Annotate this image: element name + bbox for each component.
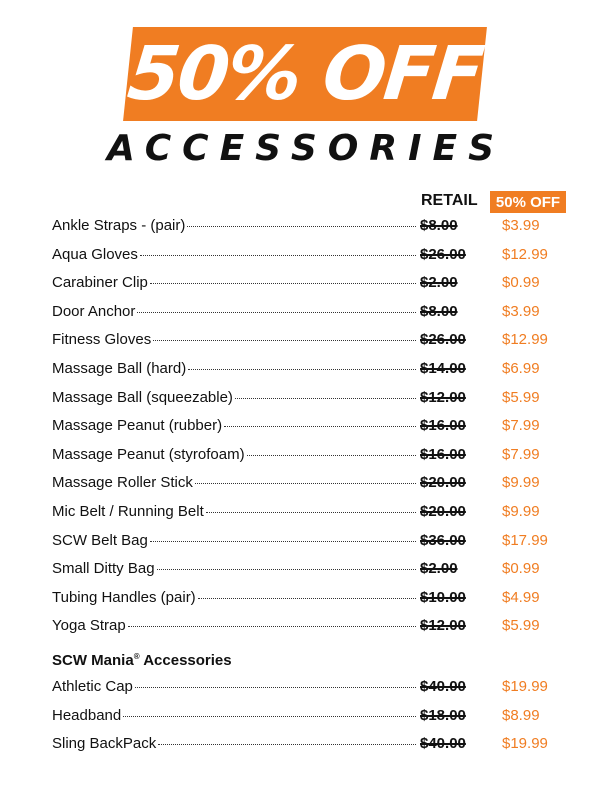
price-row [52, 274, 572, 303]
dot-leader [188, 369, 416, 370]
dot-leader [135, 687, 416, 688]
sale-price: $19.99 [502, 735, 548, 753]
sale-price: $0.99 [502, 560, 540, 578]
price-row [52, 217, 572, 246]
item-name: Sling BackPack [52, 735, 157, 753]
item-name: Headband [52, 706, 122, 724]
dot-leader [247, 455, 416, 456]
price-row [52, 474, 572, 503]
dot-leader [123, 716, 416, 717]
retail-column-header: RETAIL [421, 192, 478, 209]
price-row [52, 503, 572, 532]
sale-price: $7.99 [502, 417, 540, 435]
retail-price: $40.00 [420, 678, 466, 695]
item-name: Ankle Straps - (pair) [52, 217, 186, 234]
sale-price: $4.99 [502, 588, 540, 606]
dot-leader [235, 398, 416, 399]
retail-price: $2.00 [420, 560, 458, 578]
retail-price: $16.00 [420, 445, 466, 463]
dot-leader [150, 541, 416, 542]
dot-leader [206, 512, 416, 513]
sale-price: $5.99 [502, 388, 540, 406]
item-name: Massage Ball (hard) [52, 359, 187, 377]
price-row [52, 246, 572, 275]
item-name: Massage Ball (squeezable) [52, 388, 233, 406]
retail-price: $12.00 [420, 617, 466, 635]
sale-price: $8.99 [502, 706, 540, 724]
sale-price: $3.99 [502, 302, 540, 320]
dot-leader [128, 626, 416, 627]
item-name: Fitness Gloves [52, 331, 152, 349]
item-name: Carabiner Clip [52, 274, 148, 292]
sale-price: $0.99 [502, 274, 540, 292]
sale-price: $12.99 [502, 245, 548, 263]
price-row [52, 560, 572, 589]
banner-headline: 50% OFF [124, 31, 486, 117]
item-name: Massage Roller Stick [52, 474, 193, 492]
retail-price: $14.00 [420, 359, 466, 377]
dot-leader [140, 255, 416, 256]
retail-price: $26.00 [420, 331, 466, 349]
accessories-price-list [52, 217, 572, 646]
retail-price: $40.00 [420, 735, 466, 753]
retail-price: $18.00 [420, 706, 466, 724]
dot-leader [150, 283, 416, 284]
price-row [52, 389, 572, 418]
price-row [52, 617, 572, 646]
item-name: Athletic Cap [52, 678, 133, 695]
retail-price: $8.00 [420, 217, 458, 234]
price-row [52, 532, 572, 561]
mania-section-title: SCW Mania® Accessories [52, 652, 232, 669]
price-row [52, 417, 572, 446]
retail-price: $36.00 [420, 531, 466, 549]
sale-price: $3.99 [502, 217, 540, 234]
sale-price: $7.99 [502, 445, 540, 463]
dot-leader [157, 569, 416, 570]
sale-price: $12.99 [502, 331, 548, 349]
sale-column-header: 50% OFF [490, 191, 566, 213]
dot-leader [158, 744, 416, 745]
price-row [52, 707, 572, 736]
retail-price: $26.00 [420, 245, 466, 263]
retail-price: $12.00 [420, 388, 466, 406]
dot-leader [187, 226, 416, 227]
dot-leader [198, 598, 416, 599]
retail-price: $20.00 [420, 502, 466, 520]
retail-price: $16.00 [420, 417, 466, 435]
price-row [52, 735, 572, 764]
item-name: Mic Belt / Running Belt [52, 502, 204, 520]
sale-price: $9.99 [502, 474, 540, 492]
price-row [52, 360, 572, 389]
dot-leader [137, 312, 416, 313]
item-name: Aqua Gloves [52, 245, 138, 263]
item-name: Small Ditty Bag [52, 560, 155, 578]
price-row [52, 446, 572, 475]
dot-leader [153, 340, 416, 341]
item-name: Door Anchor [52, 302, 136, 320]
item-name: Yoga Strap [52, 617, 126, 635]
price-row [52, 589, 572, 618]
retail-price: $2.00 [420, 274, 458, 292]
sale-price: $9.99 [502, 502, 540, 520]
item-name: Tubing Handles (pair) [52, 588, 196, 606]
dot-leader [224, 426, 416, 427]
retail-price: $10.00 [420, 588, 466, 606]
price-row [52, 303, 572, 332]
item-name: Massage Peanut (styrofoam) [52, 445, 245, 463]
sale-price: $19.99 [502, 678, 548, 695]
retail-price: $20.00 [420, 474, 466, 492]
sale-price: $17.99 [502, 531, 548, 549]
dot-leader [195, 483, 416, 484]
sale-price: $6.99 [502, 359, 540, 377]
retail-price: $8.00 [420, 302, 458, 320]
sale-price: $5.99 [502, 617, 540, 635]
item-name: Massage Peanut (rubber) [52, 417, 223, 435]
item-name: SCW Belt Bag [52, 531, 148, 549]
price-row [52, 678, 572, 707]
price-row [52, 331, 572, 360]
page-subtitle: ACCESSORIES [107, 128, 505, 169]
mania-price-list [52, 678, 572, 764]
